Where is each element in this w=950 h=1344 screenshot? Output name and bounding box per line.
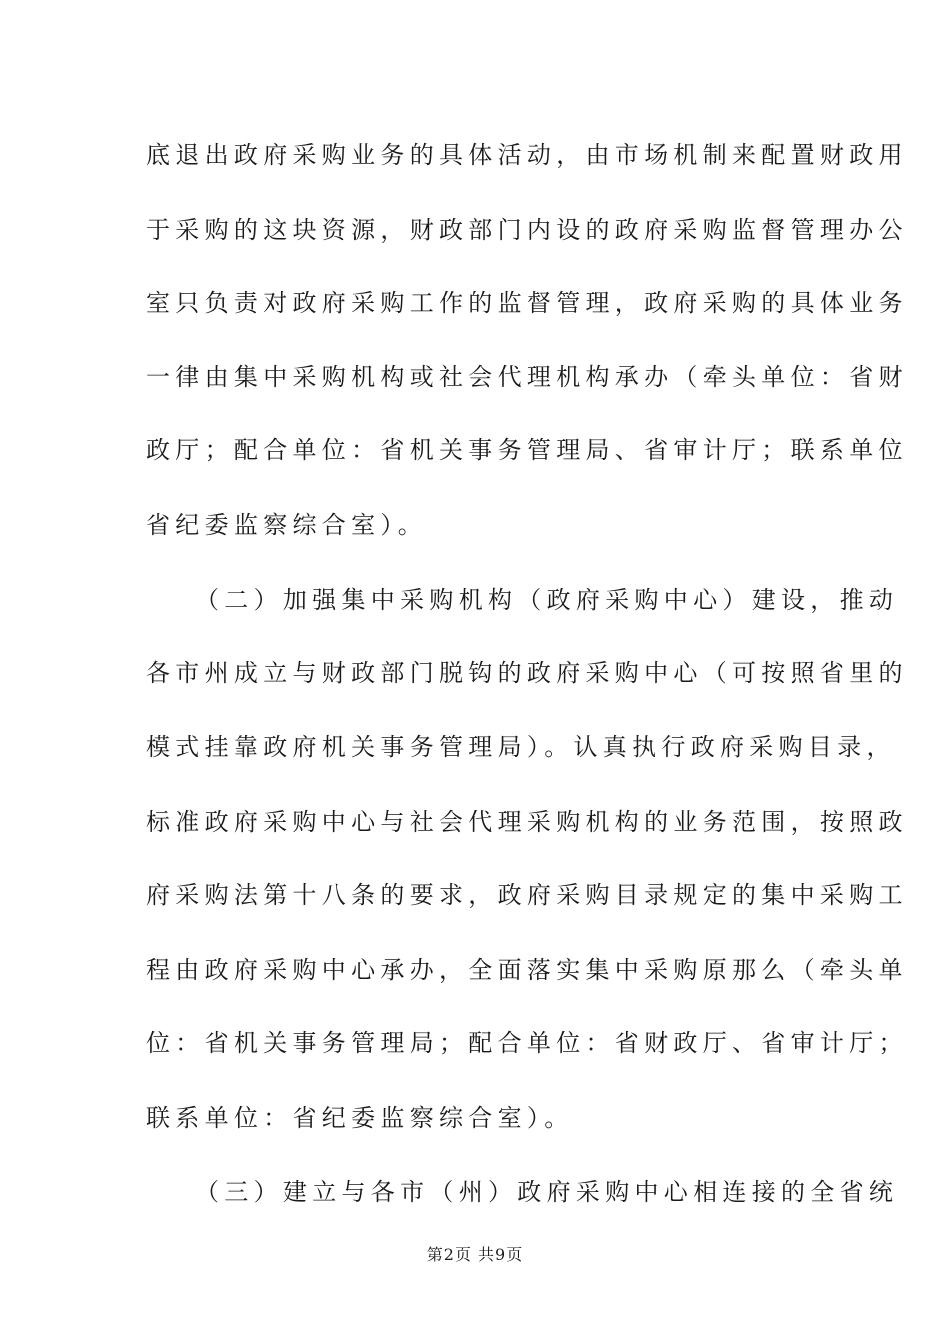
text-line: 政厅；配合单位：省机关事务管理局、省审计厅；联系单位 bbox=[146, 436, 908, 464]
text-line: 程由政府采购中心承办，全面落实集中采购原那么（牵头单 bbox=[146, 956, 908, 984]
paragraph-heading-3: （三）建立与各市（州）政府采购中心相连接的全省统 bbox=[195, 1178, 899, 1206]
text-line: 府采购法第十八条的要求，政府采购目录规定的集中采购工 bbox=[146, 881, 908, 909]
page-number-footer: 第2页 共9页 bbox=[426, 1245, 524, 1264]
text-line: 模式挂靠政府机关事务管理局）。认真执行政府采购目录， bbox=[146, 733, 896, 761]
text-line: 室只负责对政府采购工作的监督管理，政府采购的具体业务 bbox=[146, 289, 908, 317]
text-line: 位：省机关事务管理局；配合单位：省财政厅、省审计厅； bbox=[146, 1029, 908, 1057]
text-line: 标准政府采购中心与社会代理采购机构的业务范围，按照政 bbox=[146, 808, 908, 836]
text-line: 于采购的这块资源，财政部门内设的政府采购监督管理办公 bbox=[146, 216, 908, 244]
text-line: 各市州成立与财政部门脱钩的政府采购中心（可按照省里的 bbox=[146, 659, 908, 687]
text-line: 省纪委监察综合室）。 bbox=[146, 511, 427, 539]
paragraph-heading-2: （二）加强集中采购机构（政府采购中心）建设，推动 bbox=[195, 586, 899, 614]
text-line: 底退出政府采购业务的具体活动，由市场机制来配置财政用 bbox=[146, 141, 908, 169]
text-line: 联系单位：省纪委监察综合室）。 bbox=[146, 1104, 574, 1132]
text-line: 一律由集中采购机构或社会代理机构承办（牵头单位：省财 bbox=[146, 363, 908, 391]
